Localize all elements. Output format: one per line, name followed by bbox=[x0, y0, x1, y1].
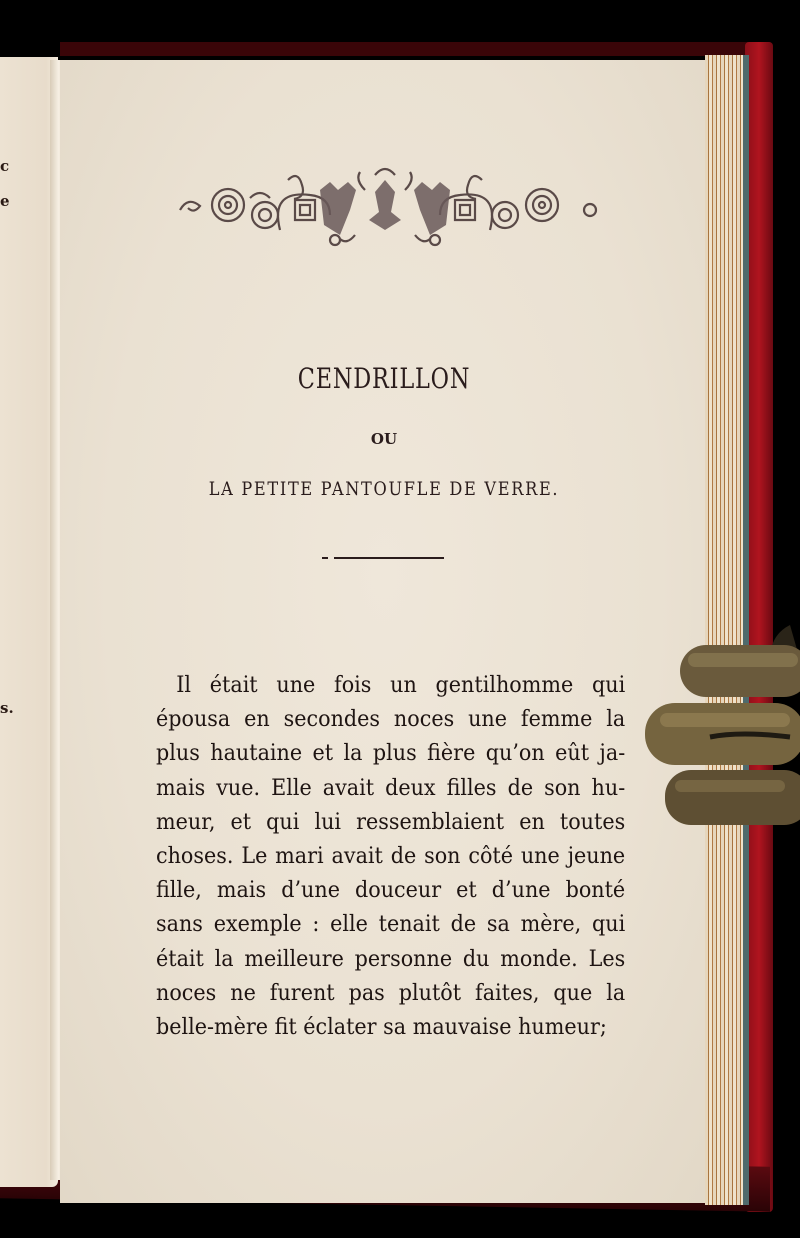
text-line: choses. Le mari avait de son côté une jeune bbox=[156, 843, 626, 870]
story-subtitle: LA PETITE PANTOUFLE DE VERRE. bbox=[208, 478, 560, 500]
floral-ornament-icon bbox=[170, 160, 600, 255]
text-line: belle-mère fit éclater sa mauvaise humeur; bbox=[156, 1014, 607, 1041]
text-line: meur, et qui lui ressemblaient en toutes bbox=[156, 808, 626, 835]
left-page-fragment: c bbox=[0, 157, 10, 175]
title-conjunction: OU bbox=[370, 430, 398, 448]
book-cover-top bbox=[60, 42, 770, 56]
story-title: CENDRILLON bbox=[297, 362, 471, 395]
text-line: plus hautaine et la plus fière qu’on eût ja- bbox=[156, 740, 626, 767]
story-paragraph bbox=[156, 668, 626, 1044]
left-page-fragment: s. bbox=[0, 699, 14, 717]
text-line: fille, mais d’une douceur et d’une bonté bbox=[156, 877, 626, 904]
text-line: épousa en secondes noces une femme la bbox=[156, 706, 626, 733]
text-line: était la meilleure personne du monde. Les bbox=[156, 945, 626, 972]
text-line: Il était une fois un gentilhomme qui bbox=[176, 672, 626, 698]
text-line: mais vue. Elle avait deux filles de son hu- bbox=[156, 774, 626, 801]
text-line: noces ne furent pas plutôt faites, que la bbox=[156, 979, 626, 1006]
section-divider bbox=[322, 557, 444, 559]
text-line: sans exemple : elle tenait de sa mère, qui bbox=[156, 911, 626, 938]
bronze-hand-bookholder bbox=[640, 625, 800, 855]
left-page-fragment: e bbox=[0, 192, 10, 210]
